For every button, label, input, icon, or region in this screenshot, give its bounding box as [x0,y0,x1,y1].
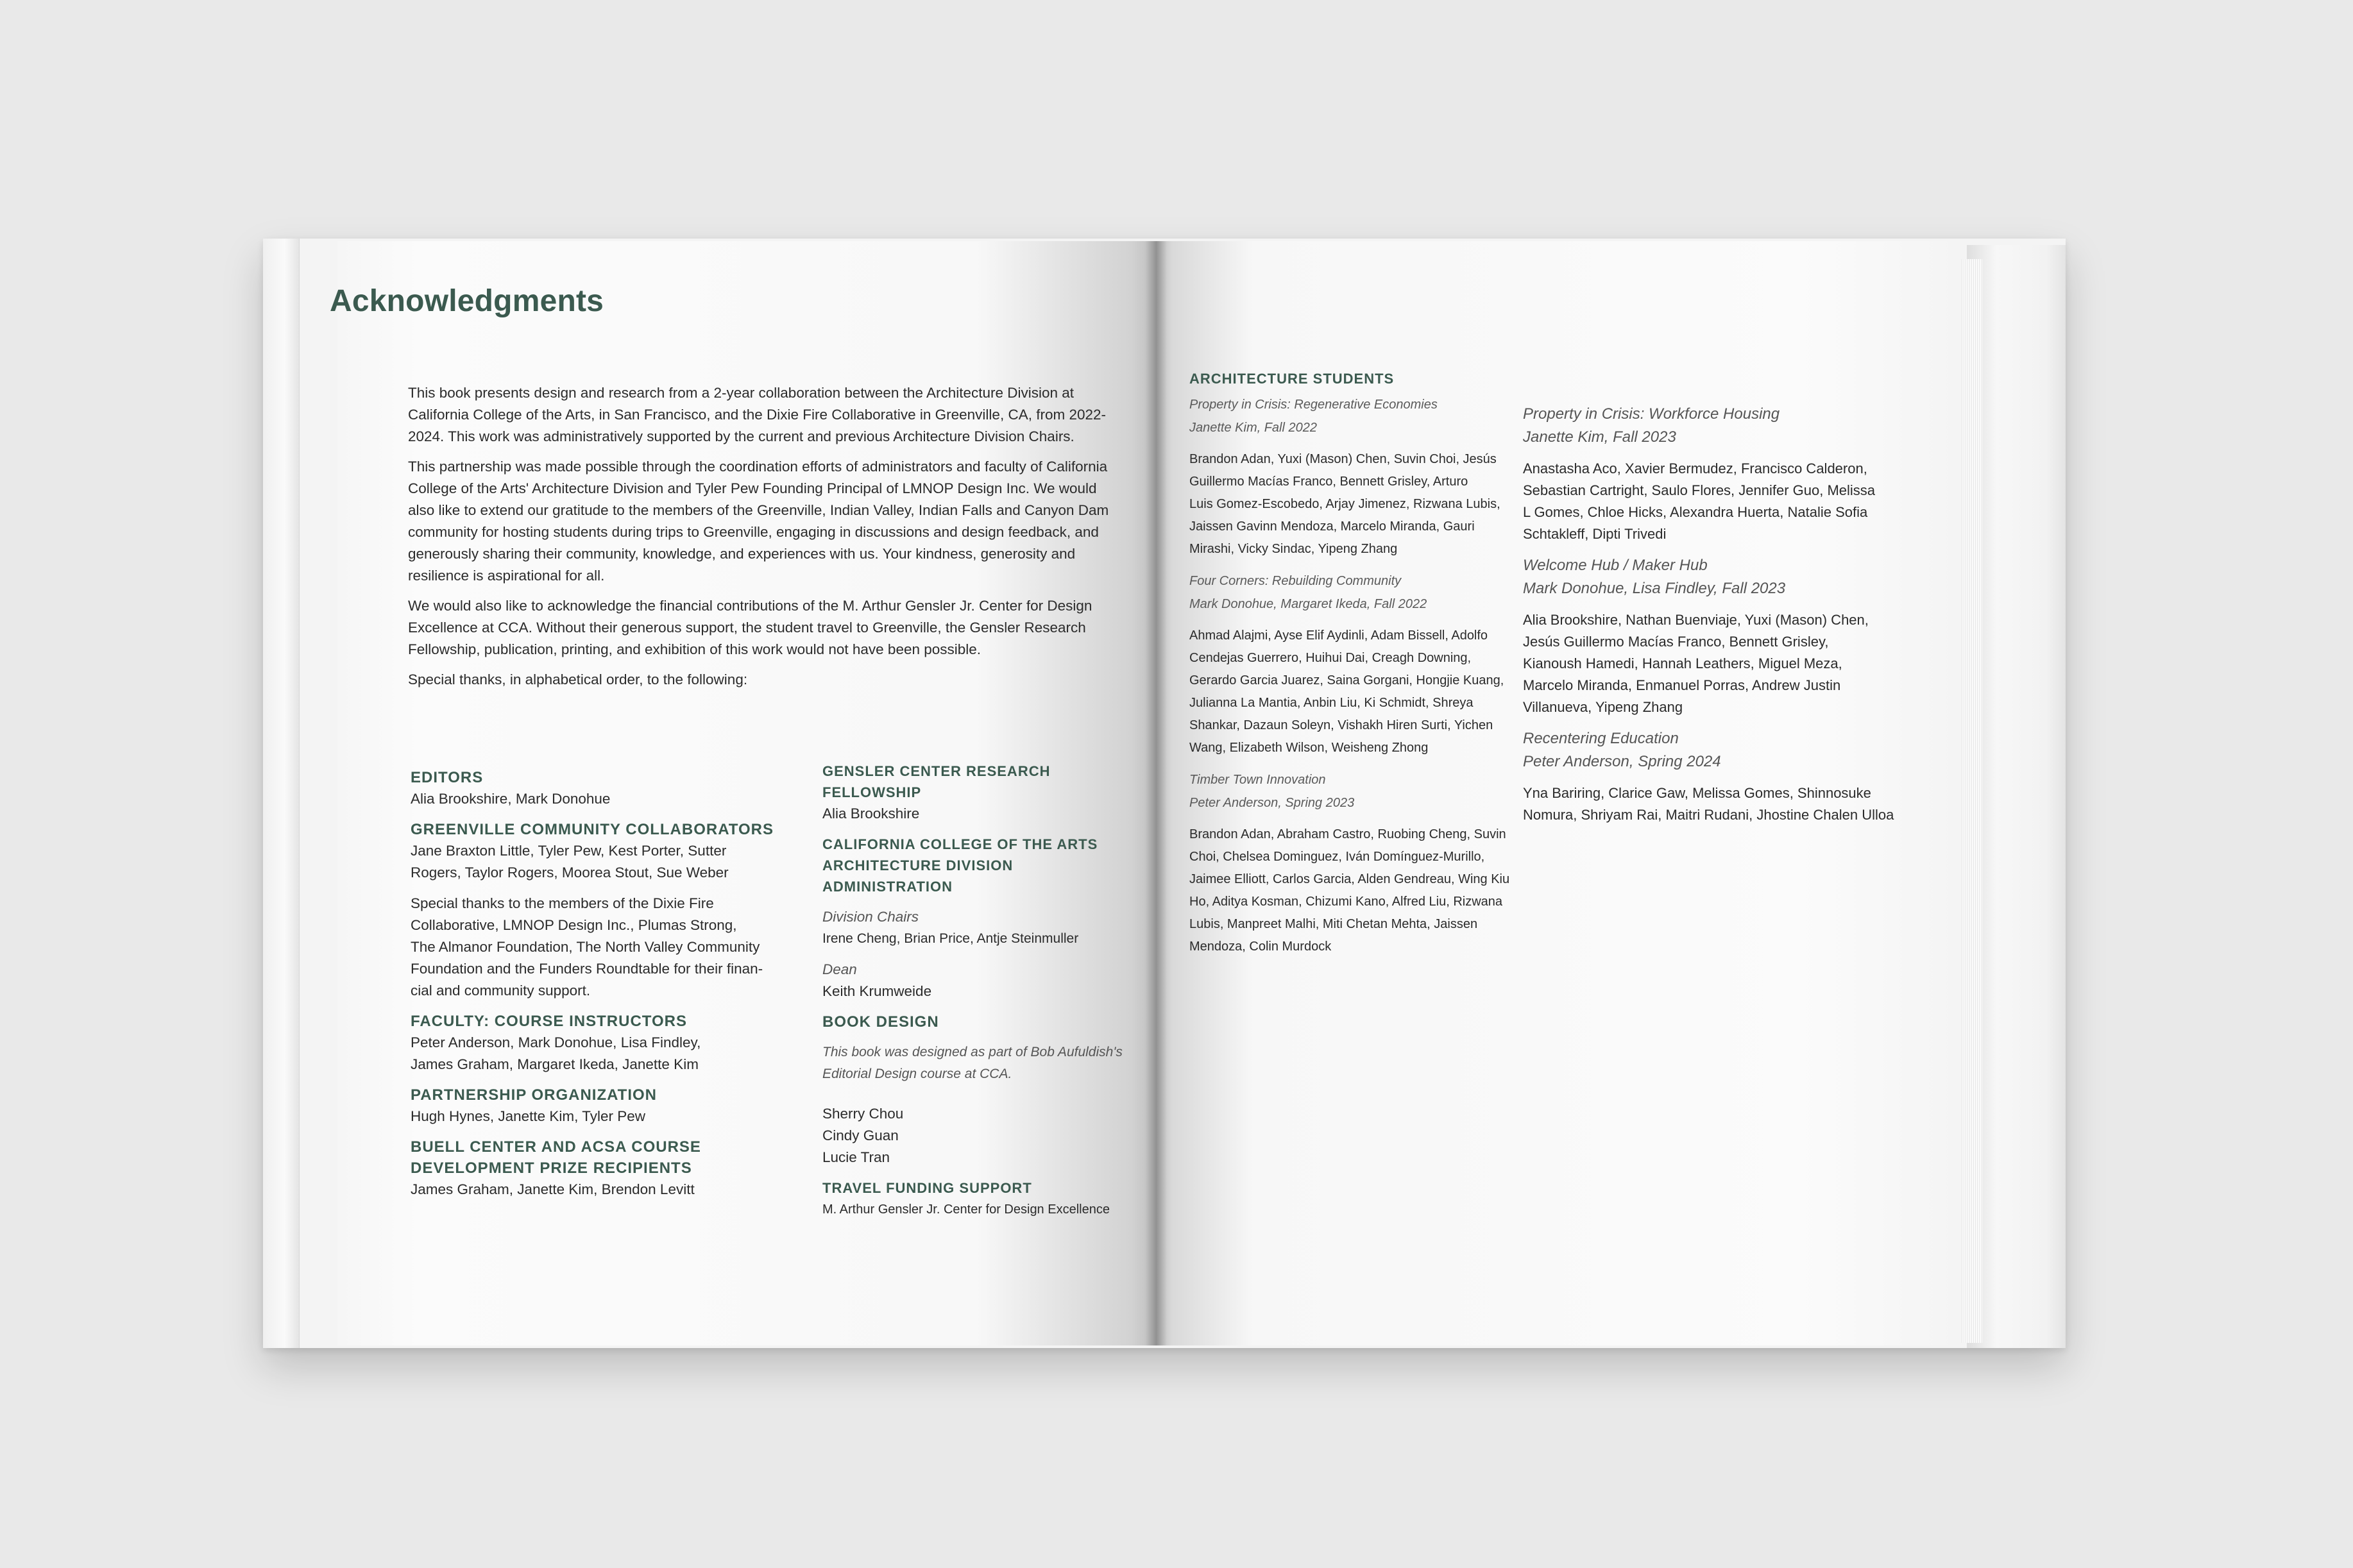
thanks-text: Collaborative, LMNOP Design Inc., Plumas Strong, [411,917,737,933]
student-names: L Gomes, Chloe Hicks, Alexandra Huerta, Natalie Sofia [1523,504,1868,520]
thanks-text: Foundation and the Funders Roundtable for their finan- [411,961,763,977]
student-names: Cendejas Guerrero, Huihui Dai, Creagh Downing, [1189,651,1472,665]
section-heading: ARCHITECTURE DIVISION ADMINISTRATION [822,857,1014,895]
designer-name: Cindy Guan [822,1127,899,1143]
studio-term: Janette Kim, Fall 2022 [1189,421,1317,435]
credit-names: James Graham, Margaret Ikeda, Janette Kim [411,1056,699,1072]
studio-title: Timber Town Innovation [1189,773,1326,787]
studio-title: Welcome Hub / Maker Hub [1523,557,1708,574]
student-names: Choi, Chelsea Dominguez, Iván Domínguez-Murillo, [1189,850,1485,864]
student-names: Anastasha Aco, Xavier Bermudez, Francisco Calderon, [1523,460,1867,476]
student-names: Villanueva, Yipeng Zhang [1523,699,1683,715]
credits-column-2 [822,761,1130,1220]
student-names: Guillermo Macías Franco, Bennett Grisley, Arturo [1189,475,1468,489]
student-names: Kianoush Hamedi, Hannah Leathers, Miguel Meza, [1523,655,1842,671]
section-heading: ARCHITECTURE STUDENTS [1189,371,1395,387]
studio-term: Janette Kim, Fall 2023 [1523,428,1676,446]
credit-names: Keith Krumweide [822,983,932,999]
student-names: Gerardo Garcia Juarez, Saina Gorgani, Hongjie Kuang, [1189,673,1504,687]
credit-names: Rogers, Taylor Rogers, Moorea Stout, Sue Weber [411,864,729,881]
student-names: Jaimee Elliott, Carlos Garcia, Alden Gendreau, Wing Kiu [1189,872,1510,886]
credit-names: M. Arthur Gensler Jr. Center for Design Excellence [822,1202,1110,1217]
spine-gutter [1145,241,1167,1345]
credit-names: Peter Anderson, Mark Donohue, Lisa Findley, [411,1034,701,1050]
studio-term: Mark Donohue, Lisa Findley, Fall 2023 [1523,580,1786,597]
intro-text [408,382,1120,699]
student-names: Julianna La Mantia, Anbin Liu, Ki Schmidt, Shreya [1189,696,1474,710]
intro-paragraph: This book presents design and research from a 2-year collaboration between the Architecture Division at California College of the Arts, in San Francisco, and the Dixie Fire Collaborative in Greenville, CA, from 2022-2024. This work was administratively supported by the current and previous Architecture Division Chairs. [408,385,1106,444]
student-names: Ahmad Alajmi, Ayse Elif Aydinli, Adam Bissell, Adolfo [1189,628,1488,643]
credit-names: Jane Braxton Little, Tyler Pew, Kest Porter, Sutter [411,843,727,859]
student-names: Ho, Aditya Kosman, Chizumi Kano, Alfred Liu, Rizwana [1189,895,1503,909]
thanks-text: Special thanks to the members of the Dixie Fire [411,895,714,911]
student-names: Alia Brookshire, Nathan Buenviaje, Yuxi (Mason) Chen, [1523,612,1869,628]
credit-names: James Graham, Janette Kim, Brendon Levitt [411,1181,695,1197]
credit-names: Alia Brookshire, Mark Donohue [411,791,611,807]
thanks-text: The Almanor Foundation, The North Valley Community [411,939,760,955]
section-heading: GENSLER CENTER RESEARCH FELLOWSHIP [822,763,1051,800]
thanks-text: cial and community support. [411,982,591,999]
intro-paragraph: We would also like to acknowledge the financial contributions of the M. Arthur Gensler Jr. Center for Design Excellence at CCA. Without their generous support, the student travel to Greenville, the Gensler Research Fellowship, publication, printing, and exhibition of this work would not have been possible. [408,598,1092,657]
student-names: Shankar, Dazaun Soleyn, Vishakh Hiren Surti, Yichen [1189,718,1493,732]
intro-paragraph: This partnership was made possible through the coordination efforts of administrators and faculty of California College of the Arts' Architecture Division and Tyler Pew Founding Principal of LMNOP Design Inc. We would also like to extend our gratitude to the members of the Greenville, Indian Valley, Indian Falls and Canyon Dam community for hosting students during trips to Greenville, engaging in discussions and design feedback, and generously sharing their community, knowledge, and experiences with us. Your kindness, generosity and resilience is aspirational for all. [408,459,1109,584]
section-heading: DEVELOPMENT PRIZE RECIPIENTS [411,1159,692,1177]
section-heading: BUELL CENTER AND ACSA COURSE [411,1138,701,1156]
student-names: Jesús Guillermo Macías Franco, Bennett Grisley, [1523,634,1829,650]
design-note: This book was designed as part of Bob Aufuldish's [822,1045,1123,1059]
student-names: Mirashi, Vicky Sindac, Yipeng Zhang [1189,542,1398,556]
student-names: Luis Gomez-Escobedo, Arjay Jimenez, Rizwana Lubis, [1189,497,1500,511]
student-names: Jaissen Gavinn Mendoza, Marcelo Miranda, Gauri [1189,519,1475,534]
design-note: Editorial Design course at CCA. [822,1066,1012,1081]
studio-term: Peter Anderson, Spring 2023 [1189,796,1355,810]
page-title: Acknowledgments [330,284,604,318]
student-names: Lubis, Manpreet Malhi, Miti Chetan Mehta, Jaissen [1189,917,1478,931]
studio-title: Property in Crisis: Regenerative Economies [1189,398,1438,412]
studio-term: Peter Anderson, Spring 2024 [1523,753,1721,770]
student-names: Nomura, Shriyam Rai, Maitri Rudani, Jhostine Chalen Ulloa [1523,807,1894,823]
student-names: Mendoza, Colin Murdock [1189,940,1332,954]
students-column-2 [1523,403,1933,826]
cover-left-edge [263,239,300,1348]
credits-column-1 [411,767,808,1201]
role-label: Dean [822,961,857,977]
section-heading: FACULTY: COURSE INSTRUCTORS [411,1013,688,1030]
studio-title: Recentering Education [1523,730,1679,747]
section-heading: TRAVEL FUNDING SUPPORT [822,1180,1032,1196]
student-names: Brandon Adan, Yuxi (Mason) Chen, Suvin Choi, Jesús [1189,452,1497,466]
section-heading: EDITORS [411,769,484,786]
studio-term: Mark Donohue, Margaret Ikeda, Fall 2022 [1189,597,1427,611]
section-heading: CALIFORNIA COLLEGE OF THE ARTS [822,836,1098,852]
credit-names: Hugh Hynes, Janette Kim, Tyler Pew [411,1108,645,1124]
student-names: Wang, Elizabeth Wilson, Weisheng Zhong [1189,741,1429,755]
credit-names: Irene Cheng, Brian Price, Antje Steinmuller [822,931,1079,946]
studio-title: Property in Crisis: Workforce Housing [1523,405,1780,423]
student-names: Schtakleff, Dipti Trivedi [1523,526,1667,542]
role-label: Division Chairs [822,909,919,925]
studio-title: Four Corners: Rebuilding Community [1189,574,1402,588]
student-names: Yna Bariring, Clarice Gaw, Melissa Gomes, Shinnosuke [1523,785,1871,801]
student-names: Sebastian Cartright, Saulo Flores, Jennifer Guo, Melissa [1523,482,1876,498]
section-heading: BOOK DESIGN [822,1013,939,1031]
section-heading: PARTNERSHIP ORGANIZATION [411,1086,658,1104]
designer-name: Sherry Chou [822,1106,904,1122]
student-names: Brandon Adan, Abraham Castro, Ruobing Cheng, Suvin [1189,827,1506,841]
designer-name: Lucie Tran [822,1149,890,1165]
students-column-1 [1189,368,1510,958]
student-names: Marcelo Miranda, Enmanuel Porras, Andrew Justin [1523,677,1841,693]
credit-names: Alia Brookshire [822,805,920,822]
intro-paragraph: Special thanks, in alphabetical order, to the following: [408,671,748,687]
section-heading: GREENVILLE COMMUNITY COLLABORATORS [411,821,774,838]
